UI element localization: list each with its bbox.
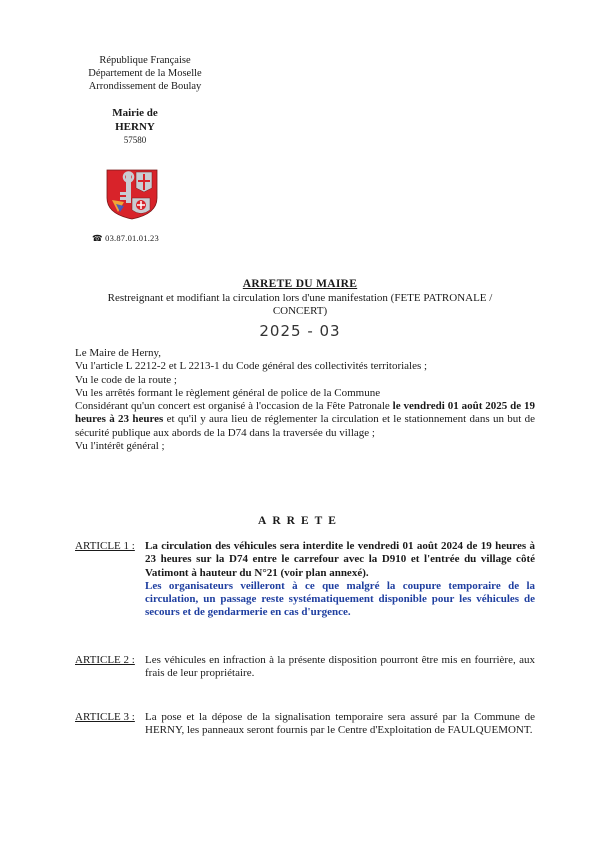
preamble-interet-general: Vu l'intérêt général ; bbox=[75, 440, 165, 453]
preamble-vu-reglement: Vu les arrêtés formant le règlement général de police de la Commune bbox=[75, 386, 381, 399]
article-1 bbox=[75, 540, 535, 620]
page-subtitle: Restreignant et modifiant la circulation lors d'une manifestation (FETE PATRONALE / CONCERT) bbox=[107, 292, 493, 317]
preamble-considerant: Considérant qu'un concert est organisé à l'occasion de la Fête Patronale le vendredi 01 août 2025 de 19 heures à 23 heures et qu'il y aura lieu de réglementer la circulation et le stationnement dans un but de sécurité publique aux abords de la D74 dans la traversée du village ; bbox=[75, 400, 536, 439]
preamble-vu-cgct: Vu l'article L 2212-2 et L 2213-1 du Code général des collectivités territoriales ; bbox=[75, 360, 428, 373]
header-arrondissement: Arrondissement de Boulay bbox=[88, 81, 202, 92]
coat-of-arms-crest bbox=[104, 168, 160, 220]
phone-icon: ☎ bbox=[92, 233, 103, 243]
article-1-note: Les organisateurs veilleront à ce que malgré la coupure temporaire de la circulation, un passage reste systématiquement disponible pour les véhicules de secours et de gendarmerie en cas d'urgence. bbox=[145, 579, 535, 619]
article-2 bbox=[75, 654, 535, 681]
preamble-vu-code-route: Vu le code de la route ; bbox=[75, 373, 177, 386]
article-2-label: ARTICLE 2 : bbox=[75, 654, 135, 666]
article-1-label: ARTICLE 1 : bbox=[75, 540, 135, 552]
page-title: ARRETE DU MAIRE bbox=[242, 278, 358, 290]
preamble bbox=[75, 347, 535, 453]
article-3 bbox=[75, 711, 535, 738]
arrete-heading: ARRETE bbox=[258, 515, 342, 527]
article-1-text: La circulation des véhicules sera interdite le vendredi 01 août 2024 de 19 heures à 23 heures sur la D74 entre le carrefour avec la D910 et l'entrée du village côté Vatimont à hauteur du N°21 (voir plan annexé). bbox=[145, 540, 535, 579]
postal-code: 57580 bbox=[123, 135, 147, 145]
handwritten-arrete-number: 2025 - 03 bbox=[259, 322, 341, 340]
header-republique: République Française bbox=[99, 55, 191, 66]
article-3-text: La pose et la dépose de la signalisation temporaire sera assuré par la Commune de HERNY, les panneaux seront fournis par le Centre d'Exploitation de FAULQUEMONT. bbox=[145, 711, 535, 737]
header-departement: Département de la Moselle bbox=[88, 68, 202, 79]
preamble-mayor: Le Maire de Herny, bbox=[75, 347, 162, 359]
article-2-text: Les véhicules en infraction à la présente disposition pourront être mis en fourrière, aux frais de leur propriétaire. bbox=[145, 654, 535, 680]
phone-number: ☎ 03.87.01.01.23 bbox=[92, 233, 159, 243]
article-3-label: ARTICLE 3 : bbox=[75, 711, 135, 723]
commune-name: HERNY bbox=[115, 121, 155, 133]
event-date: le vendredi 01 août 2025 de 19 heures à 23 heures bbox=[75, 400, 536, 426]
mairie-label: Mairie de bbox=[112, 107, 158, 119]
